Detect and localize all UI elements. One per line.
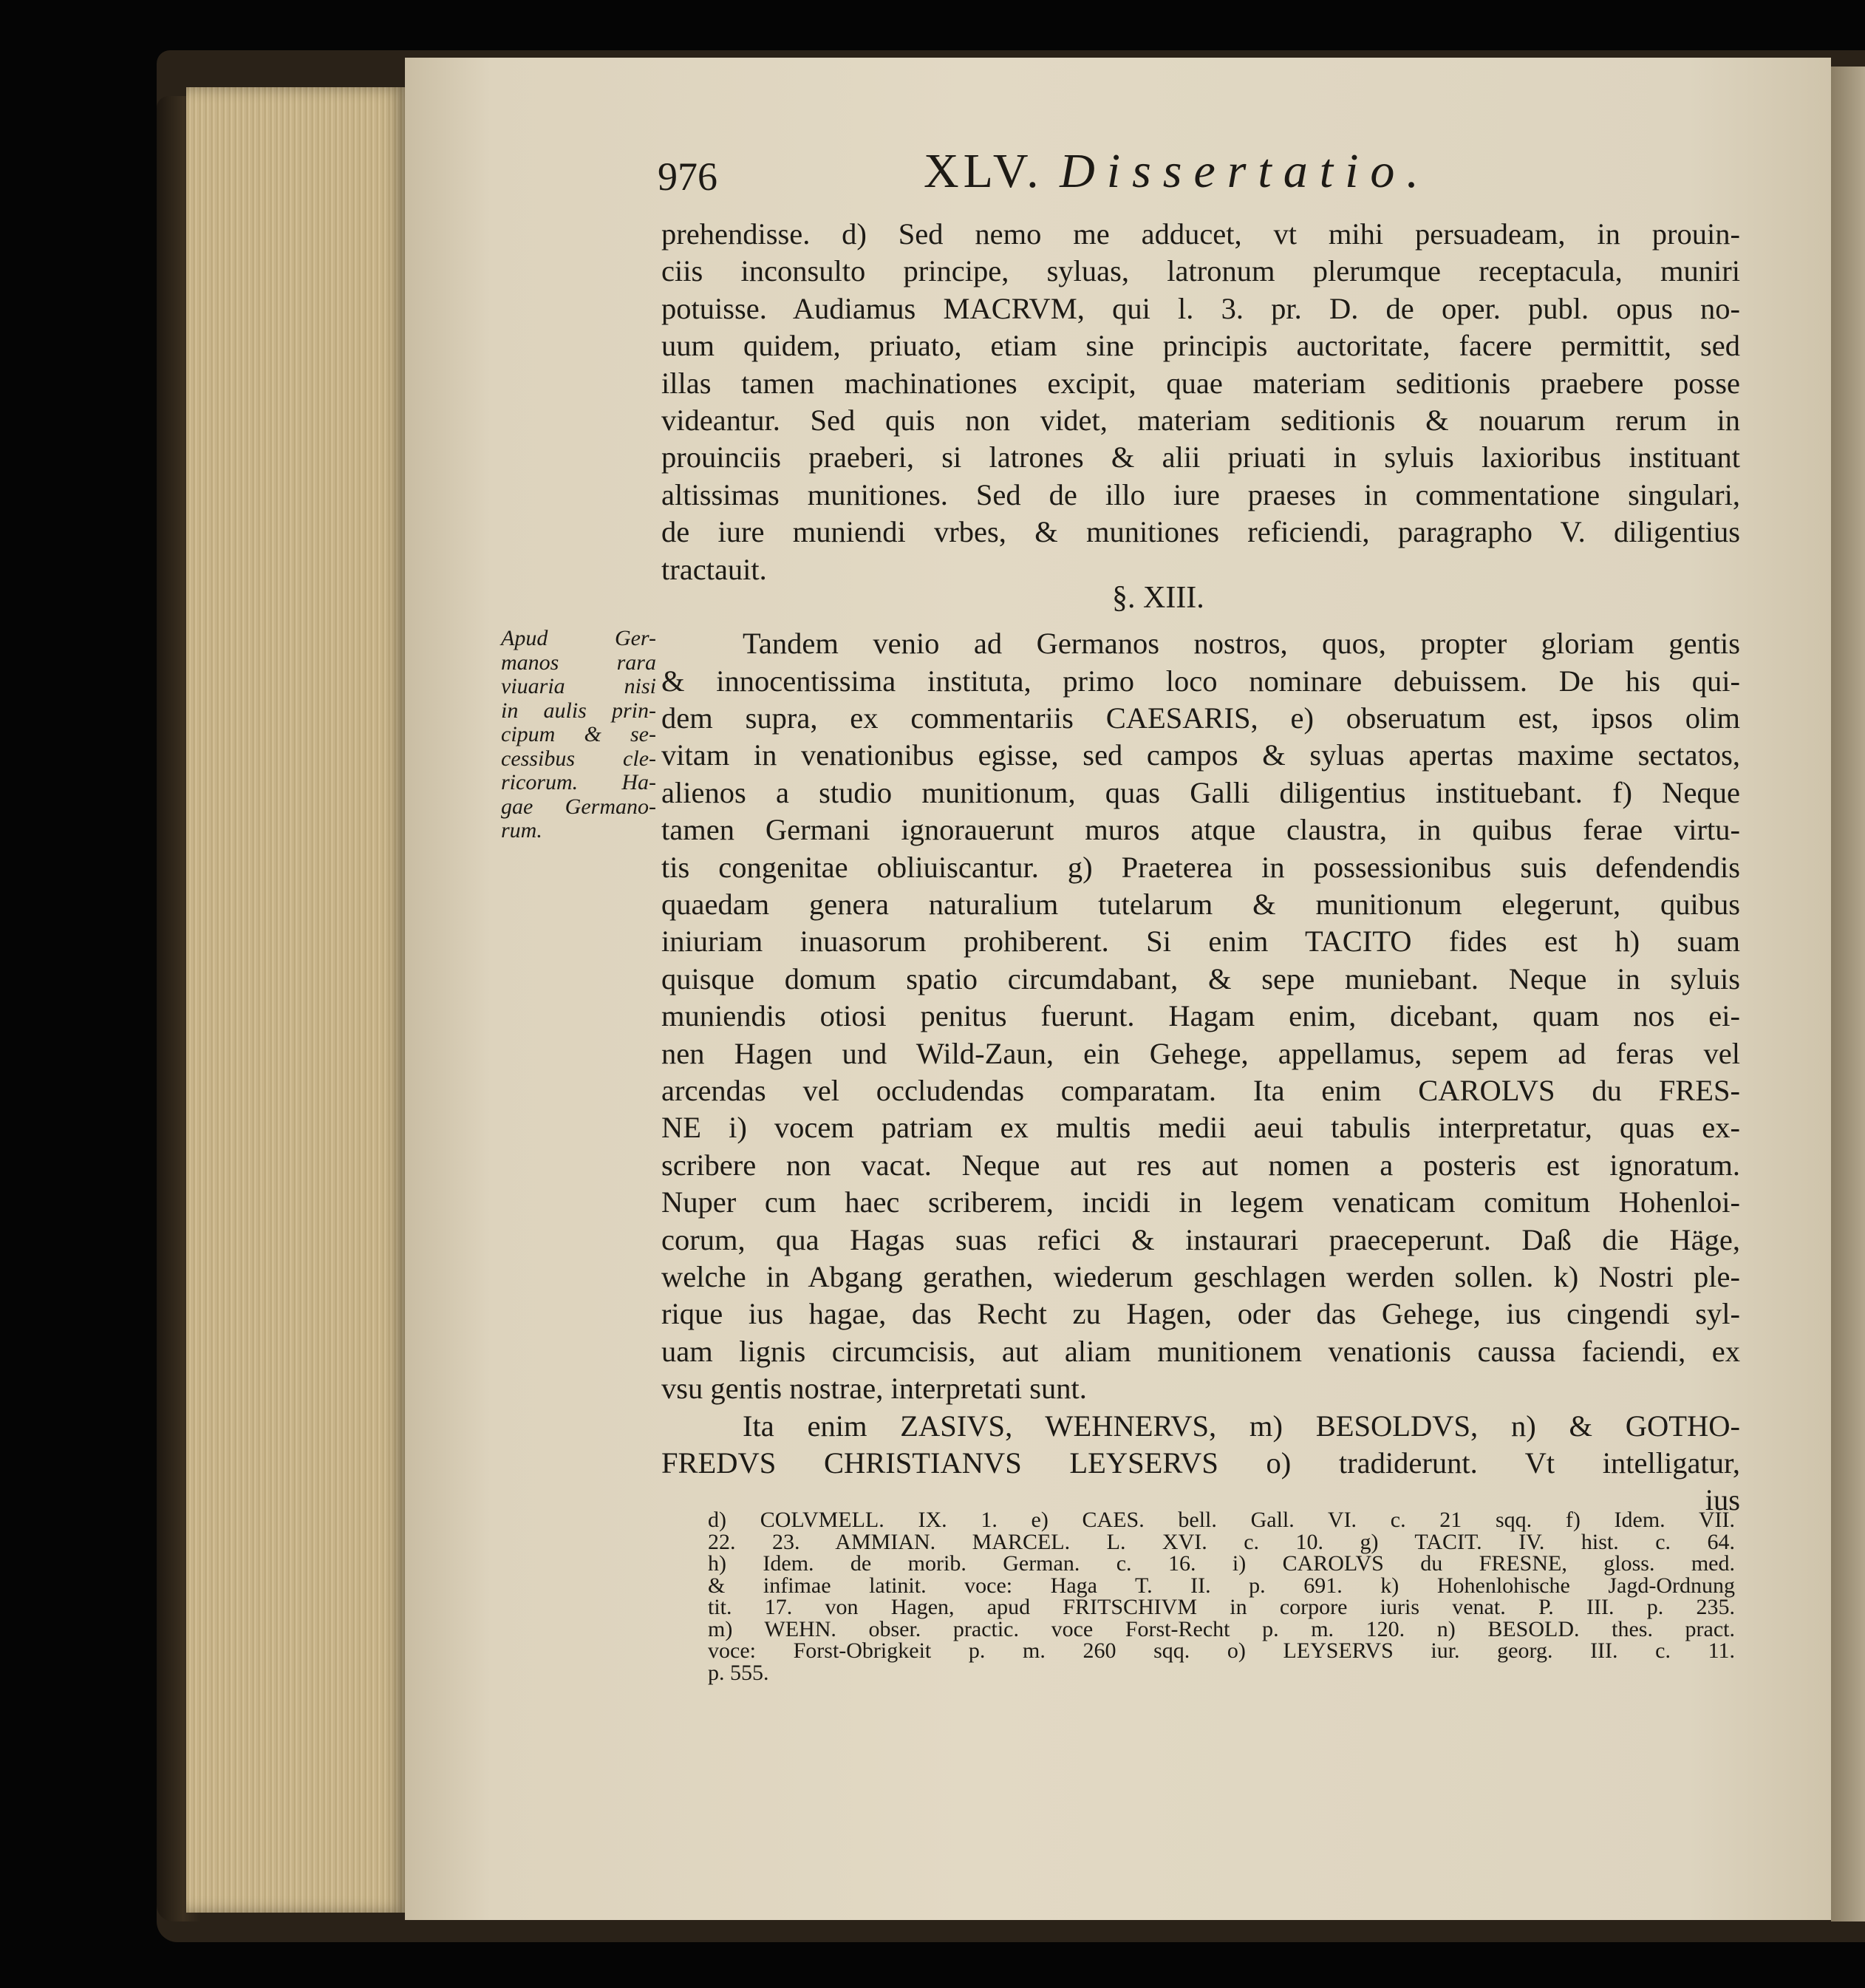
text-line: uam lignis circumcisis, aut aliam munitionem venationis caussa faciendi, ex xyxy=(661,1334,1740,1368)
footnote-line: m) WEHN. obser. practic. voce Forst-Recht p. m. 120. n) BESOLD. thes. pract. xyxy=(708,1616,1735,1641)
text-line: tractauit. xyxy=(661,552,767,586)
text-line: videantur. Sed quis non videt, materiam seditionis & nouarum rerum in xyxy=(661,403,1740,437)
margin-note-line: gae Germano- xyxy=(501,794,656,819)
text-line: welche in Abgang gerathen, wiederum geschlagen werden sollen. k) Nostri ple- xyxy=(661,1259,1740,1293)
margin-note-line: rum. xyxy=(501,818,542,842)
text-line: vsu gentis nostrae, interpretati sunt. xyxy=(661,1372,1087,1406)
text-line: Tandem venio ad Germanos nostros, quos, propter gloriam gentis xyxy=(743,627,1740,661)
text-line: nen Hagen und Wild-Zaun, ein Gehege, appellamus, sepem ad feras vel xyxy=(661,1036,1740,1070)
margin-note xyxy=(501,627,656,843)
text-line: Nuper cum haec scriberem, incidi in legem venaticam comitum Hohenloi- xyxy=(661,1185,1740,1219)
text-line: altissimas munitiones. Sed de illo iure praeses in commentatione singulari, xyxy=(661,477,1740,511)
text-line: quaedam genera naturalium tutelarum & munitionum elegerunt, quibus xyxy=(661,888,1740,922)
text-line: scribere non vacat. Neque aut res aut nomen a posteris est ignoratum. xyxy=(661,1148,1740,1182)
text-line: de iure muniendi vrbes, & munitiones reficiendi, paragrapho V. diligentius xyxy=(661,515,1740,549)
footnote-line: h) Idem. de morib. German. c. 16. i) CAROLVS du FRESNE, gloss. med. xyxy=(708,1551,1735,1576)
margin-note-line: Apud Ger- xyxy=(501,626,656,650)
text-line: muniendis otiosi penitus fuerunt. Hagam enim, dicebant, quam nos ei- xyxy=(661,999,1740,1033)
body-text xyxy=(661,216,1740,1519)
catchword: ius xyxy=(1705,1483,1740,1517)
text-line: FREDVS CHRISTIANVS LEYSERVS o) tradiderunt. Vt intelligatur, xyxy=(661,1446,1740,1480)
running-head xyxy=(924,143,1431,200)
text-line: alienos a studio munitionum, quas Galli diligentius instituebant. f) Neque xyxy=(661,775,1740,809)
text-line: arcendas vel occludendas comparatam. Ita enim CAROLVS du FRES- xyxy=(661,1073,1740,1107)
page-number: 976 xyxy=(658,154,717,199)
footnote-line: 22. 23. AMMIAN. MARCEL. L. XVI. c. 10. g) TACIT. IV. hist. c. 64. xyxy=(708,1529,1735,1554)
margin-note-line: in aulis prin- xyxy=(501,698,656,723)
text-line: quisque domum spatio circumdabant, & sepe muniebant. Neque in syluis xyxy=(661,961,1740,995)
footnote-line: voce: Forst-Obrigkeit p. m. 260 sqq. o) LEYSERVS iur. georg. III. c. 11. xyxy=(708,1638,1735,1663)
text-line: vitam in venationibus egisse, sed campos & syluas apertas maxime sectatos, xyxy=(661,738,1740,772)
text-line: iniuriam inuasorum prohiberent. Si enim TACITO fides est h) suam xyxy=(661,925,1740,959)
margin-note-line: viuaria nisi xyxy=(501,674,656,698)
page-edges xyxy=(186,87,408,1913)
footnote-line: & infimae latinit. voce: Haga T. II. p. 691. k) Hohenlohische Jagd-Ordnung xyxy=(708,1573,1735,1598)
running-head-numeral: XLV. xyxy=(924,144,1043,198)
margin-note-line: manos rara xyxy=(501,650,656,675)
margin-note-line: cipum & se- xyxy=(501,722,656,746)
footnote-line: p. 555. xyxy=(708,1660,769,1685)
text-line: NE i) vocem patriam ex multis medii aeui tabulis interpretatur, quas ex- xyxy=(661,1111,1740,1145)
text-line: corum, qua Hagas suas refici & instaurari praeceperunt. Daß die Häge, xyxy=(661,1222,1740,1256)
facing-page-edge xyxy=(1831,67,1865,1921)
footnote-line: d) COLVMELL. IX. 1. e) CAES. bell. Gall. VI. c. 21 sqq. f) Idem. VII. xyxy=(708,1508,1735,1532)
text-line: potuisse. Audiamus MACRVM, qui l. 3. pr. D. de oper. publ. opus no- xyxy=(661,291,1740,325)
text-line: uum quidem, priuato, etiam sine principis auctoritate, facere permittit, sed xyxy=(661,329,1740,363)
text-line: prouinciis praeberi, si latrones & alii priuati in syluis laxioribus instituant xyxy=(661,440,1740,474)
text-line: ciis inconsulto principe, syluas, latronum plerumque receptacula, muniri xyxy=(661,254,1740,288)
text-line: tamen Germani ignorauerunt muros atque claustra, in quibus ferae virtu- xyxy=(661,813,1740,847)
text-line: & innocentissima instituta, primo loco nominare debuissem. De his qui- xyxy=(661,664,1740,698)
text-line: tis congenitae obliuiscantur. g) Praeterea in possessionibus suis defendendis xyxy=(661,850,1740,884)
running-head-word: Dissertatio. xyxy=(1060,144,1431,198)
margin-note-line: ricorum. Ha- xyxy=(501,770,656,794)
margin-note-line: cessibus cle- xyxy=(501,746,656,771)
footnote-line: tit. 17. von Hagen, apud FRITSCHIVM in corpore iuris venat. P. III. p. 235. xyxy=(708,1595,1735,1619)
text-line: dem supra, ex commentariis CAESARIS, e) obseruatum est, ipsos olim xyxy=(661,701,1740,735)
section-heading: §. XIII. xyxy=(1112,581,1204,615)
text-line: rique ius hagae, das Recht zu Hagen, oder das Gehege, ius cingendi syl- xyxy=(661,1297,1740,1331)
text-line: Ita enim ZASIVS, WEHNERVS, m) BESOLDVS, n) & GOTHO- xyxy=(743,1409,1740,1443)
text-line: illas tamen machinationes excipit, quae materiam seditionis praebere posse xyxy=(661,366,1740,400)
running-header xyxy=(658,140,1766,200)
footnotes xyxy=(708,1509,1735,1684)
text-line: prehendisse. d) Sed nemo me adducet, vt mihi persuadeam, in prouin- xyxy=(661,217,1740,251)
